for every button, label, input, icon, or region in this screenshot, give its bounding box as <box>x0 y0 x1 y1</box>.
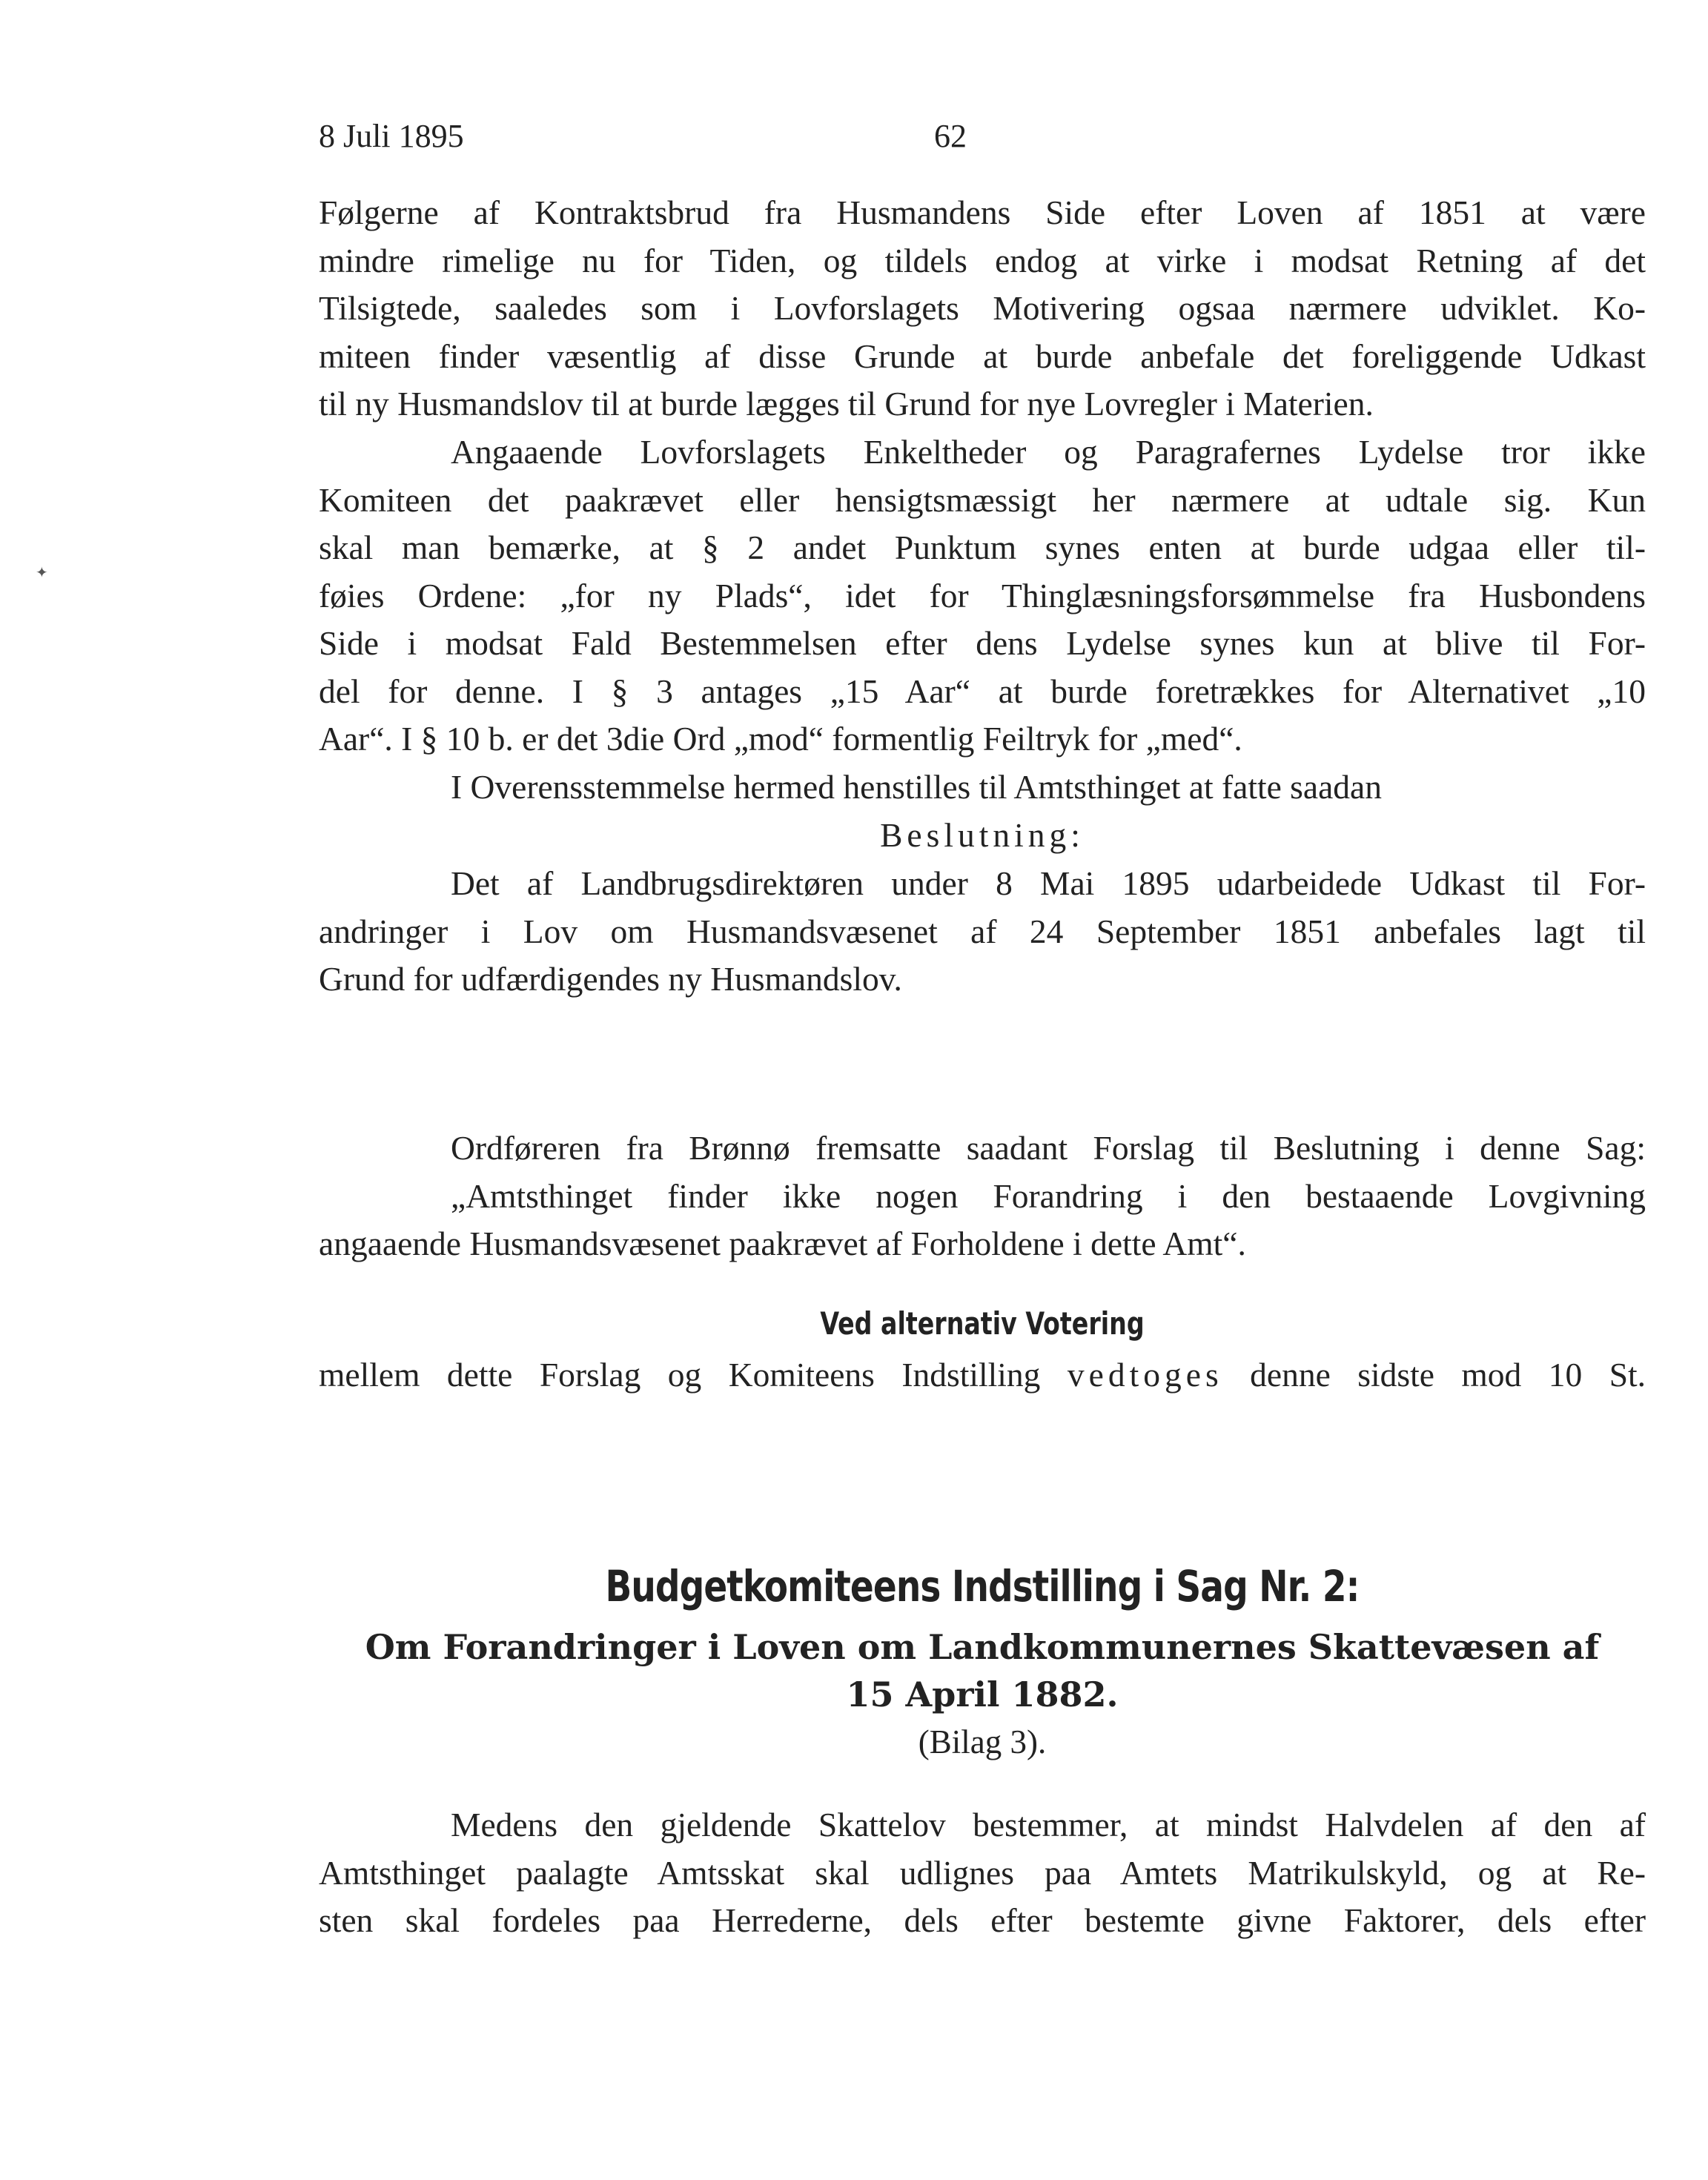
text-line: Aar“. I § 10 b. er det 3die Ord „mod“ formentlig Feiltryk for „med“. <box>319 720 1242 758</box>
text-line: Komiteen det paakrævet eller hensigtsmæssigt her nærmere at udtale sig. Kun <box>319 480 1646 519</box>
header-date: 8 Juli 1895 <box>319 118 464 154</box>
section-subtitle-line1: Om Forandringer i Loven om Landkommunernes Skattevæsen af <box>365 1627 1600 1667</box>
votering-text-pre: mellem dette Forslag og Komiteens Indstilling <box>319 1356 1041 1394</box>
text-line: I Overensstemmelse hermed henstilles til Amtsthinget at fatte saadan <box>451 768 1382 806</box>
votering-text-post: denne sidste mod 10 St. <box>1250 1356 1646 1394</box>
section-title: Budgetkomiteens Indstilling i Sag Nr. 2: <box>605 1561 1360 1611</box>
text-line: Amtsthinget paalagte Amtsskat skal udlignes paa Amtets Matrikulskyld, og at Re- <box>319 1853 1646 1892</box>
text-line: Angaaende Lovforslagets Enkeltheder og Paragrafernes Lydelse tror ikke <box>451 433 1646 471</box>
paragraph-votering <box>319 1351 1646 1399</box>
paragraph-enkeltheder <box>319 428 1646 763</box>
paragraph-overensstemmelse <box>319 763 1646 859</box>
text-line: „Amtsthinget finder ikke nogen Forandring i den bestaaende Lovgivning <box>451 1176 1646 1215</box>
text-line: andringer i Lov om Husmandsvæsenet af 24 September 1851 anbefales lagt til <box>319 912 1646 950</box>
text-line: Følgerne af Kontraktsbrud fra Husmandens Side efter Loven af 1851 at være <box>319 193 1646 231</box>
page-number: 62 <box>934 118 967 154</box>
text-line: Side i modsat Fald Bestemmelsen efter dens Lydelse synes kun at blive til For- <box>319 624 1646 662</box>
text-line: angaaende Husmandsvæsenet paakrævet af Forholdene i dette Amt“. <box>319 1225 1246 1262</box>
text-line: del for denne. I § 3 antages „15 Aar“ at burde foretrækkes for Alternativet „10 <box>319 672 1646 710</box>
text-line: Medens den gjeldende Skattelov bestemmer, at mindst Halvdelen af den af <box>451 1806 1646 1843</box>
text-line: mindre rimelige nu for Tiden, og tildels endog at virke i modsat Retning af det <box>319 241 1646 279</box>
paragraph-kontraktsbrud <box>319 189 1646 428</box>
text-line: føies Ordene: „for ny Plads“, idet for Thinglæsningsforsømmelse fra Husbondens <box>319 576 1646 614</box>
section-bilag: (Bilag 3). <box>918 1723 1047 1760</box>
text-line: Det af Landbrugsdirektøren under 8 Mai 1895 udarbeidede Udkast til For- <box>451 864 1646 902</box>
votering-text-spaced: vedtoges <box>1067 1356 1223 1394</box>
beslutning-heading: Beslutning: <box>880 815 1085 854</box>
section-subtitle-line2: 15 April 1882. <box>846 1674 1119 1714</box>
text-line: sten skal fordeles paa Herrederne, dels efter bestemte givne Faktorer, dels efter <box>319 1901 1646 1939</box>
paragraph-ordforeren <box>319 1124 1646 1268</box>
text-line: Ordføreren fra Brønnø fremsatte saadant Forslag til Beslutning i denne Sag: <box>451 1129 1646 1167</box>
paragraph-beslutning <box>319 860 1646 1004</box>
votering-heading: Ved alternativ Votering <box>820 1305 1145 1342</box>
text-line <box>319 1351 1646 1399</box>
text-line: Tilsigtede, saaledes som i Lovforslagets Motivering ogsaa nærmere udviklet. Ko- <box>319 289 1646 327</box>
paragraph-skattelov <box>319 1801 1646 1945</box>
text-line: Grund for udfærdigendes ny Husmandslov. <box>319 960 902 998</box>
page-header <box>319 117 1646 162</box>
text-line: miteen finder væsentlig af disse Grunde at burde anbefale det foreliggende Udkast <box>319 337 1646 375</box>
text-line: skal man bemærke, at § 2 andet Punktum synes enten at burde udgaa eller til- <box>319 529 1646 566</box>
margin-mark: ✦ <box>36 565 48 581</box>
text-line: til ny Husmandslov til at burde lægges til Grund for nye Lovregler i Materien. <box>319 385 1374 423</box>
